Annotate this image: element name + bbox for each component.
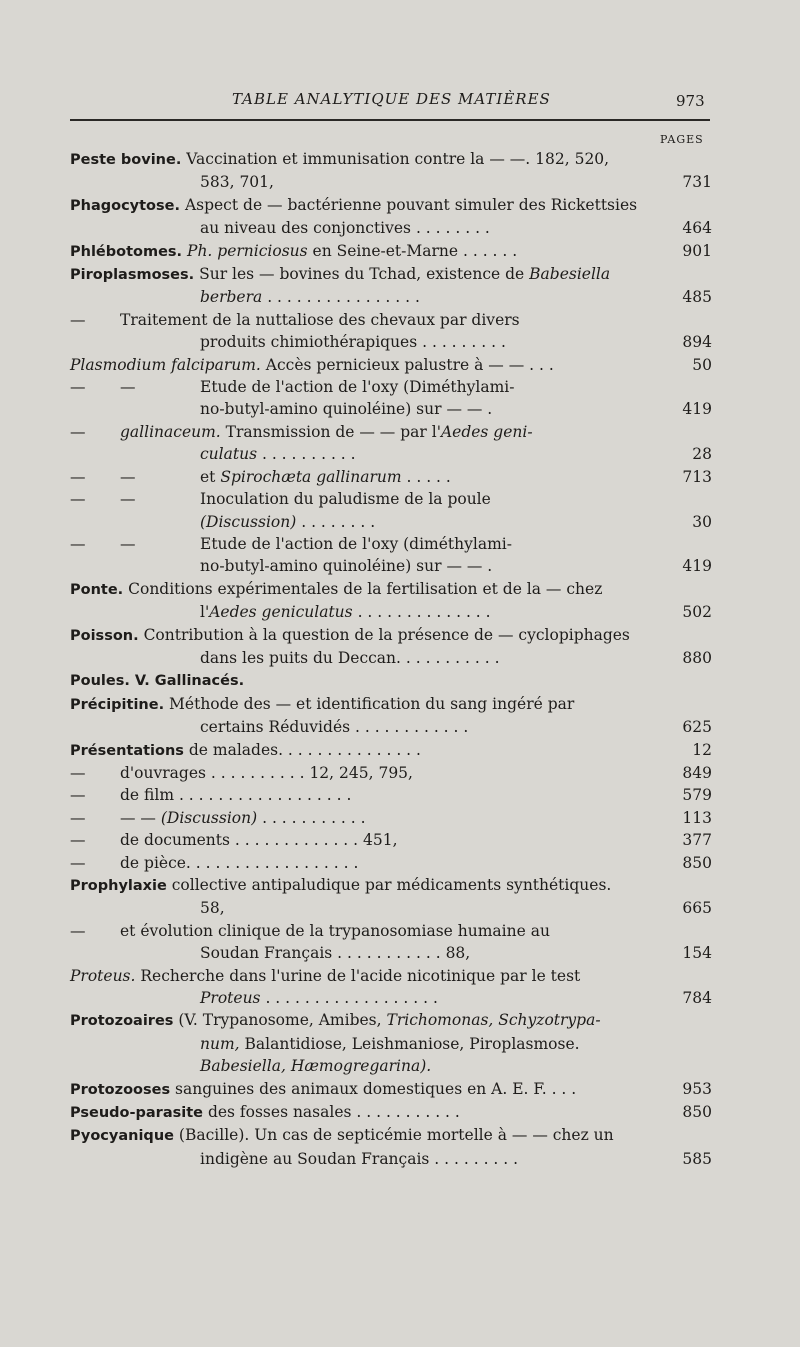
- page-ref: 894: [682, 333, 712, 352]
- entry-text: Sur les — bovines du Tchad, existence de: [199, 265, 525, 284]
- entry-line: [70, 1055, 712, 1077]
- entry-text: Conditions expérimentales de la fertilisation et de la — chez: [128, 579, 603, 598]
- entry-text: (Bacille). Un cas de septicémie mortelle à — — chez un: [178, 1126, 614, 1145]
- entry-line: [70, 217, 712, 239]
- entry-text: et: [200, 467, 216, 486]
- continuation-dash: —: [70, 422, 86, 441]
- entry-line: [70, 286, 712, 308]
- page-ref: 731: [682, 173, 712, 192]
- page-ref: 485: [682, 288, 712, 307]
- page-number: 973: [676, 92, 705, 110]
- index-entry: [70, 488, 712, 533]
- index-entry: [70, 624, 712, 670]
- entry-line: [70, 578, 712, 601]
- entry-text: de documents . . . . . . . . . . . . .: [120, 831, 359, 850]
- entry-text: produits chimiothérapiques . . . . . . . . .: [200, 333, 506, 352]
- entry-line: [70, 920, 712, 942]
- entry-line: [70, 488, 712, 510]
- entry-text: des fosses nasales . . . . . . . . . . .: [207, 1103, 460, 1122]
- entry-line: [70, 1078, 712, 1101]
- entry-text: (Discussion): [200, 512, 297, 531]
- entry-line: [70, 624, 712, 647]
- index-entry: [70, 309, 712, 354]
- pages-column-header: PAGES: [660, 133, 704, 146]
- entry-line: [70, 987, 712, 1009]
- entry-text: . . . . . . . . . .: [261, 445, 356, 464]
- entry-text: Contribution à la question de la présence de — cyclopiphages: [143, 625, 630, 644]
- page-ref: 625: [682, 718, 712, 737]
- entry-line: [70, 555, 712, 577]
- page-ref: 901: [682, 241, 712, 260]
- entry-text: 182, 520,: [535, 150, 610, 168]
- entry-text: 12, 245, 795,: [309, 763, 413, 782]
- continuation-dash: —: [120, 378, 136, 397]
- entry-text: sanguines des animaux domestiques en A. E. F. . . .: [175, 1079, 577, 1098]
- entry-heading: Protozoaires: [70, 1013, 174, 1030]
- entry-line: [70, 807, 712, 829]
- entry-line: [70, 762, 712, 784]
- page-ref: 154: [682, 944, 712, 963]
- continuation-dash: —: [70, 378, 86, 397]
- index-entry: [70, 1009, 712, 1077]
- index-entry: [70, 1101, 712, 1124]
- entry-text: Spirochæta gallinarum: [220, 467, 402, 486]
- entry-line: [70, 669, 712, 692]
- index-entry: [70, 693, 712, 739]
- entry-text: (Discussion): [160, 808, 258, 827]
- entry-line: [70, 829, 712, 851]
- page-ref: 784: [682, 989, 712, 1008]
- entry-text: Inoculation du paludisme de la poule: [200, 490, 491, 509]
- entry-text: Etude de l'action de l'oxy (Diméthylami-: [200, 378, 515, 397]
- page-ref: 419: [682, 400, 712, 419]
- entry-line: [70, 739, 712, 762]
- entry-text: au niveau des conjonctives . . . . . . . .: [200, 219, 490, 238]
- entry-line: [70, 716, 712, 738]
- entry-text: dans les puits du Deccan. . . . . . . . . . .: [200, 648, 500, 667]
- index-entry: [70, 421, 712, 466]
- index-entry: [70, 263, 712, 309]
- entry-line: [70, 942, 712, 964]
- index-entry: [70, 762, 712, 784]
- entry-line: [70, 852, 712, 874]
- entry-text: de pièce. . . . . . . . . . . . . . . . . .: [120, 853, 359, 872]
- page-ref: 953: [682, 1079, 712, 1098]
- index-entry: [70, 965, 712, 1010]
- entry-text: d'ouvrages . . . . . . . . . .: [120, 763, 305, 782]
- page-ref: 12: [692, 740, 712, 759]
- entry-line: [70, 1124, 712, 1147]
- entry-line: [70, 897, 712, 919]
- index-entry: [70, 784, 712, 806]
- entry-heading: Piroplasmoses.: [70, 267, 195, 284]
- page-ref: 113: [682, 808, 712, 827]
- entry-text: . . . . .: [406, 467, 451, 486]
- header-rule: [70, 119, 710, 121]
- entry-text: num,: [200, 1034, 240, 1053]
- entry-heading: Proteus.: [70, 966, 136, 985]
- entry-heading: Phagocytose.: [70, 197, 180, 214]
- continuation-dash: —: [70, 786, 86, 805]
- continuation-dash: —: [70, 467, 86, 486]
- page-ref: 30: [692, 512, 712, 531]
- entry-text: Proteus: [200, 989, 261, 1008]
- entry-text: 88,: [445, 944, 471, 963]
- entry-text: . . . . . . . . . . .: [262, 808, 366, 827]
- entry-text: culatus: [200, 445, 258, 464]
- entry-text: 58,: [200, 899, 225, 918]
- entry-line: [70, 309, 712, 331]
- entry-text: Balantidiose, Leishmaniose, Piroplasmose.: [244, 1034, 580, 1053]
- entry-line: [70, 647, 712, 669]
- entry-line: [70, 331, 712, 353]
- entry-line: [70, 194, 712, 217]
- entry-heading: Plasmodium falciparum.: [70, 355, 261, 374]
- entry-line: [70, 1148, 712, 1170]
- entry-text: l': [200, 603, 210, 622]
- continuation-dash: —: [70, 534, 86, 553]
- index-entry: [70, 1078, 712, 1101]
- page-ref: 464: [682, 219, 712, 238]
- index-entry: [70, 578, 712, 624]
- entry-heading: Peste bovine.: [70, 152, 182, 168]
- index-entry: [70, 240, 712, 263]
- entry-text: no-butyl-amino quinoléine) sur — — .: [200, 557, 493, 576]
- index-entry: [70, 669, 712, 692]
- entry-line: [70, 421, 712, 443]
- entry-text: de malades. . . . . . . . . . . . . . .: [188, 740, 421, 759]
- entry-line: [70, 1009, 712, 1032]
- entry-line: [70, 443, 712, 465]
- page-ref: 579: [682, 786, 712, 805]
- entry-text: Traitement de la nuttaliose des chevaux par divers: [120, 310, 520, 329]
- index-entry: [70, 533, 712, 578]
- continuation-dash: —: [70, 853, 86, 872]
- entry-text: Aspect de — bactérienne pouvant simuler des Rickettsies: [184, 195, 638, 214]
- entry-line: [70, 601, 712, 623]
- entry-text: berbera: [200, 288, 263, 307]
- page-ref: 419: [682, 557, 712, 576]
- entry-line: [70, 466, 712, 488]
- page-ref: 850: [682, 853, 712, 872]
- entry-heading: Présentations: [70, 742, 184, 759]
- continuation-dash: —: [70, 921, 86, 940]
- entry-line: [70, 148, 712, 171]
- entry-heading: Ponte.: [70, 581, 124, 598]
- entry-heading: Protozooses: [70, 1081, 171, 1098]
- entry-line: [70, 376, 712, 398]
- entry-line: [70, 171, 712, 193]
- entry-text: (V. Trypanosome, Amibes,: [178, 1011, 382, 1030]
- entry-text: Ph. perniciosus: [187, 241, 308, 260]
- entry-text: Trichomonas, Schyzotrypa-: [386, 1011, 601, 1030]
- entry-heading: Précipitine.: [70, 696, 165, 713]
- entry-line: [70, 398, 712, 420]
- index-entry: [70, 354, 712, 376]
- entry-text: en Seine-et-Marne . . . . . .: [312, 241, 518, 260]
- entry-text: de film . . . . . . . . . . . . . . . . . .: [120, 786, 352, 805]
- index-entry: [70, 874, 712, 920]
- index-entry: [70, 739, 712, 762]
- page-ref: 377: [682, 831, 712, 850]
- continuation-dash: —: [70, 310, 86, 329]
- entry-text: gallinaceum.: [120, 422, 221, 441]
- entry-text: . . . . . . . . . . . . . . . . . .: [265, 989, 438, 1008]
- entry-line: [70, 240, 712, 263]
- entry-text: Aedes geniculatus: [209, 603, 353, 622]
- index-entry: [70, 920, 712, 965]
- continuation-dash: —: [70, 808, 86, 827]
- page-ref: 502: [682, 603, 712, 622]
- page-ref: 28: [692, 445, 712, 464]
- entry-text: Accès pernicieux palustre à — — . . .: [265, 355, 554, 374]
- running-title: TABLE ANALYTIQUE DES MATIÈRES: [232, 90, 551, 108]
- page-ref: 50: [692, 355, 712, 374]
- page-ref: 880: [682, 648, 712, 667]
- entry-text: 583, 701,: [200, 173, 274, 192]
- entry-text: Méthode des — et identification du sang ingéré par: [169, 694, 575, 713]
- page-ref: 713: [682, 467, 712, 486]
- entry-text: . . . . . . . . . . . . . . . .: [267, 288, 420, 307]
- entry-heading: Phlébotomes.: [70, 243, 183, 260]
- entry-line: [70, 263, 712, 286]
- entry-line: [70, 533, 712, 555]
- entry-text: Recherche dans l'urine de l'acide nicotinique par le test: [140, 966, 581, 985]
- entry-text: Etude de l'action de l'oxy (diméthylami-: [200, 534, 512, 553]
- index-entry: [70, 829, 712, 851]
- index-entry: [70, 148, 712, 194]
- entry-text: Vaccination et immunisation contre la — —.: [186, 150, 531, 168]
- continuation-dash: —: [70, 490, 86, 509]
- entry-text: no-butyl-amino quinoléine) sur — — .: [200, 400, 493, 419]
- index-entry: [70, 194, 712, 240]
- page-ref: 665: [682, 899, 712, 918]
- entry-heading: Poisson.: [70, 627, 139, 644]
- entry-heading: Poules. V. Gallinacés.: [70, 673, 245, 690]
- entry-heading: Prophylaxie: [70, 878, 167, 894]
- page-ref: 585: [682, 1149, 712, 1168]
- entry-text: indigène au Soudan Français . . . . . . . . .: [200, 1149, 519, 1168]
- entry-line: [70, 1101, 712, 1124]
- entry-text: — —: [120, 808, 156, 827]
- index-entry: [70, 376, 712, 421]
- entry-text: Babesiella, Hæmogregarina).: [200, 1057, 432, 1076]
- entry-heading: Pyocyanique: [70, 1128, 174, 1145]
- entry-text: Soudan Français . . . . . . . . . . .: [200, 944, 441, 963]
- entry-text: Babesiella: [529, 265, 611, 284]
- entry-heading: Pseudo-parasite: [70, 1105, 203, 1122]
- entry-line: [70, 784, 712, 806]
- continuation-dash: —: [120, 490, 136, 509]
- entry-text: et évolution clinique de la trypanosomiase humaine au: [120, 921, 550, 940]
- entry-line: [70, 965, 712, 987]
- entry-line: [70, 511, 712, 533]
- entry-text: Aedes geni-: [440, 422, 533, 441]
- continuation-dash: —: [70, 831, 86, 850]
- entry-text: certains Réduvidés . . . . . . . . . . . .: [200, 718, 469, 737]
- entry-line: [70, 1033, 712, 1055]
- index-entry: [70, 466, 712, 488]
- continuation-dash: —: [70, 763, 86, 782]
- entry-text: collective antipaludique par médicaments synthétiques.: [171, 876, 612, 894]
- entry-line: [70, 354, 712, 376]
- index-entry: [70, 807, 712, 829]
- continuation-dash: —: [120, 467, 136, 486]
- entry-line: [70, 874, 712, 897]
- entry-text: . . . . . . . . . . . . . .: [357, 603, 491, 622]
- index-entry: [70, 1124, 712, 1170]
- page-ref: 850: [682, 1103, 712, 1122]
- entry-text: Transmission de — — par l': [225, 422, 441, 441]
- entry-line: [70, 693, 712, 716]
- entry-text: 451,: [363, 831, 398, 850]
- index-entry: [70, 852, 712, 874]
- entry-text: . . . . . . . .: [301, 512, 376, 531]
- page-ref: 849: [682, 763, 712, 782]
- continuation-dash: —: [120, 534, 136, 553]
- index-entries: [70, 148, 712, 1170]
